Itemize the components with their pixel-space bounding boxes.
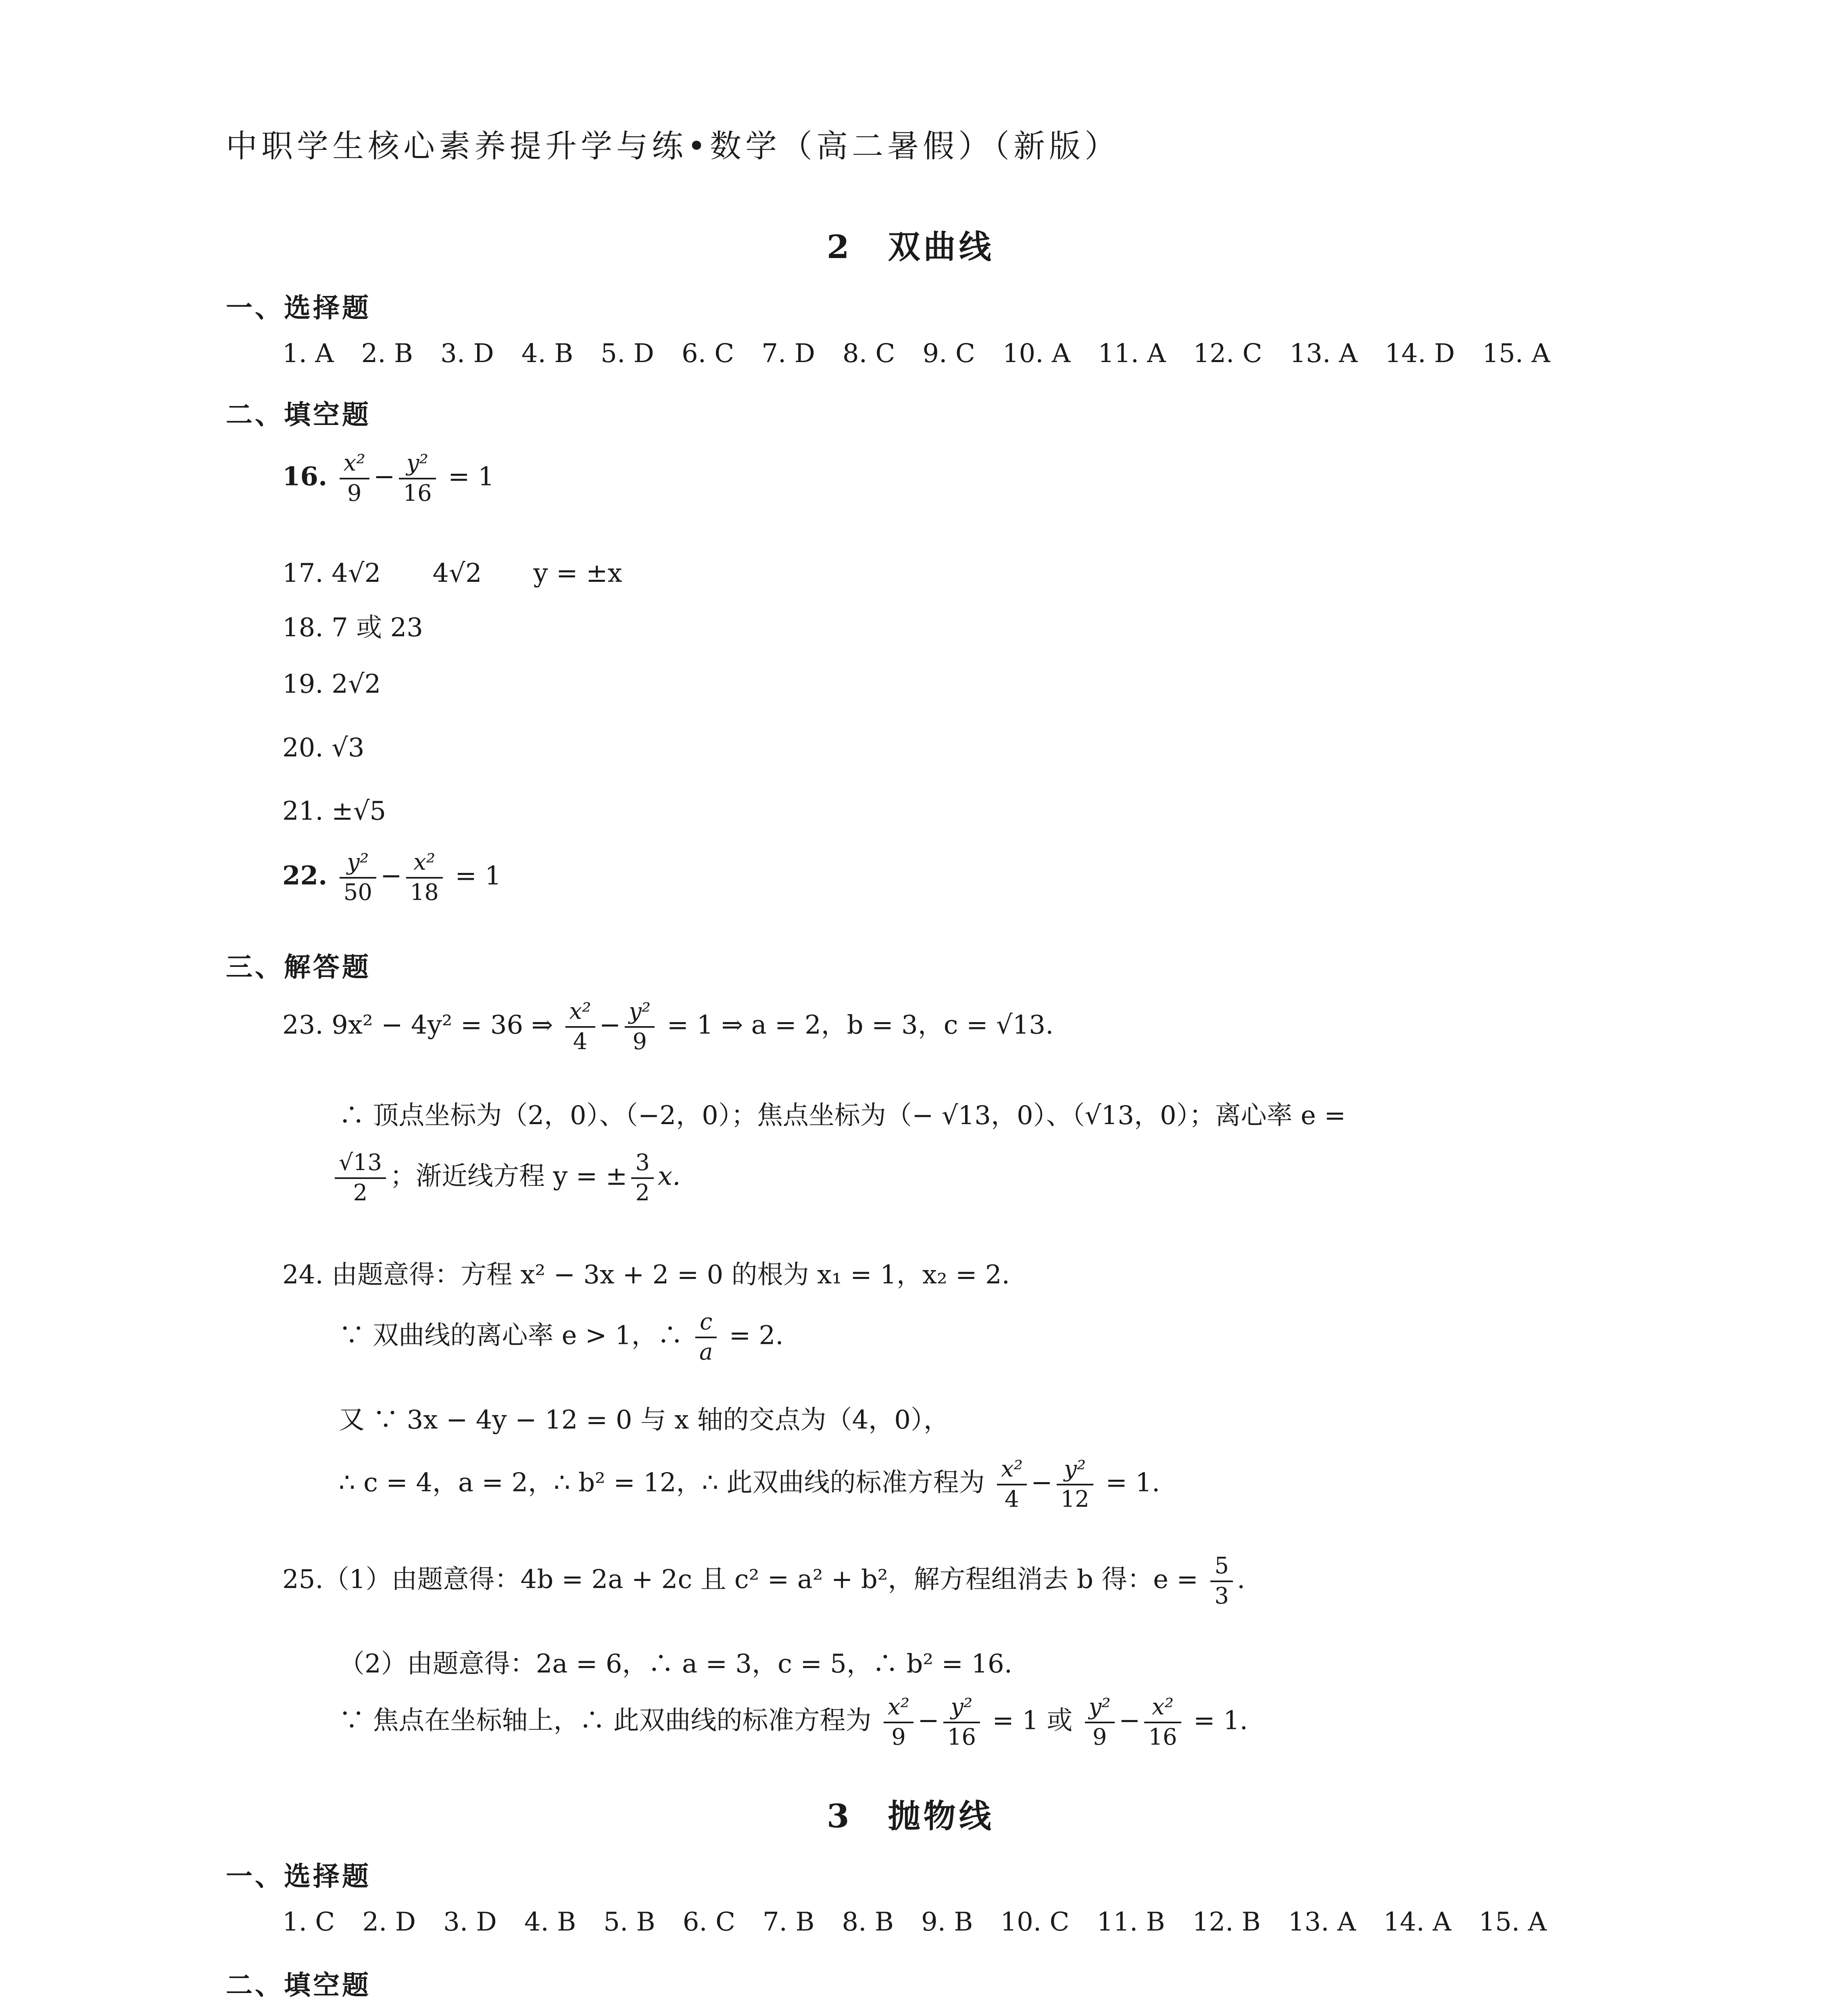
answer-25-line2: （2）由题意得：2a = 6，∴ a = 3，c = 5，∴ b² = 16. — [339, 1649, 1013, 1679]
fill-17: 17. 4√2 4√2 y = ±x — [282, 558, 622, 588]
choice-item: 2. B — [361, 339, 413, 369]
answer-24-line4: ∴ c = 4，a = 2，∴ b² = 12，∴ 此双曲线的标准方程为 $\frac{\text{x²}}{4}$ − $\frac{\text{y²}}{12}$ = 1. — [339, 1456, 1160, 1512]
choice-item: 15. A — [1479, 1907, 1547, 1937]
choice-item: 4. B — [524, 1907, 576, 1937]
fill-20: 20. √3 — [282, 733, 365, 763]
fill-19: 19. 2√2 — [282, 669, 381, 699]
answer-24-line2: ∵ 双曲线的离心率 e > 1，∴ $\frac{c}{a}$ = 2. — [339, 1309, 784, 1365]
section-title-parabola: 3 抛物线 — [827, 1797, 995, 1835]
answer-23-line3: $\frac{√13}{2}$ ；渐近线方程 y = ± $\frac{3}{2}$ x. — [331, 1151, 680, 1205]
choice-item: 3. D — [443, 1907, 497, 1937]
choice-item: 7. D — [761, 339, 815, 369]
choice-item: 11. A — [1098, 339, 1166, 369]
choice-item: 14. D — [1385, 339, 1455, 369]
choice-item: 1. A — [282, 339, 334, 369]
choice-item: 2. D — [362, 1907, 416, 1937]
heading-fill: 二、填空题 — [226, 399, 371, 430]
choice-item: 10. C — [1000, 1907, 1070, 1937]
answer-24-line3: 又 ∵ 3x − 4y − 12 = 0 与 x 轴的交点为（4，0）， — [339, 1405, 950, 1435]
choice-answers — [282, 339, 1578, 369]
choice-item: 8. B — [842, 1907, 894, 1937]
answer-25-line3: ∵ 焦点在坐标轴上，∴ 此双曲线的标准方程为 $\frac{\text{x²}}{9}$ − $\frac{\text{y²}}{16}$ = 1 或 $\frac{\text{y²}}{9}$ − $\frac{\text{x²}}{16}$ = 1. — [339, 1694, 1248, 1750]
heading-fill: 二、填空题 — [226, 1970, 371, 2001]
fill-22: 22. $\frac{\text{y²}}{50}$ − $\frac{\text{x²}}{18}$ = 1 — [282, 849, 501, 906]
choice-item: 5. B — [603, 1907, 655, 1937]
heading-choice: 一、选择题 — [226, 1861, 371, 1892]
choice-item: 1. C — [282, 1907, 335, 1937]
choice-item: 6. C — [682, 1907, 736, 1937]
choice-item: 8. C — [843, 339, 895, 369]
choice-item: 12. C — [1193, 339, 1262, 369]
choice-item: 6. C — [681, 339, 734, 369]
section-title-hyperbola: 2 双曲线 — [827, 228, 995, 266]
choice-item: 14. A — [1383, 1907, 1452, 1937]
choice-item: 15. A — [1482, 339, 1550, 369]
fill-21: 21. ±√5 — [282, 796, 386, 826]
choice-item: 4. B — [521, 339, 574, 369]
choice-item: 3. D — [440, 339, 494, 369]
choice-item: 9. B — [921, 1907, 973, 1937]
heading-answer: 三、解答题 — [226, 952, 371, 983]
choice-item: 5. D — [601, 339, 654, 369]
fill-16: 16. $\frac{\text{x²}}{9}$ − $\frac{\text{y²}}{16}$ = 1 — [282, 450, 494, 506]
heading-choice: 一、选择题 — [226, 292, 371, 323]
choice-answers — [282, 1907, 1574, 1937]
answer-23-line1: 23. 9x² − 4y² = 36 ⇒ $\frac{\text{x²}}{4}$ − $\frac{\text{y²}}{9}$ = 1 ⇒ a = 2，b = 3，c = √13. — [282, 998, 1054, 1055]
choice-item: 13. A — [1288, 1907, 1356, 1937]
choice-item: 10. A — [1002, 339, 1071, 369]
choice-item: 7. B — [763, 1907, 815, 1937]
answer-24-line1: 24. 由题意得：方程 x² − 3x + 2 = 0 的根为 x₁ = 1，x₂ = 2. — [282, 1260, 1010, 1290]
answer-25-line1: 25.（1）由题意得：4b = 2a + 2c 且 c² = a² + b²，解方程组消去 b 得：e = $\frac{5}{3}$ . — [282, 1553, 1245, 1609]
answer-23-line2: ∴ 顶点坐标为（2，0）、（−2，0）；焦点坐标为（− √13，0）、（√13，0）；离心率 e = — [339, 1101, 1346, 1131]
fill-18: 18. 7 或 23 — [282, 613, 423, 643]
choice-item: 12. B — [1192, 1907, 1261, 1937]
choice-item: 13. A — [1289, 339, 1358, 369]
choice-item: 9. C — [922, 339, 975, 369]
page-header: 中职学生核心素养提升学与练•数学（高二暑假）（新版） — [226, 128, 1120, 165]
choice-item: 11. B — [1097, 1907, 1165, 1937]
